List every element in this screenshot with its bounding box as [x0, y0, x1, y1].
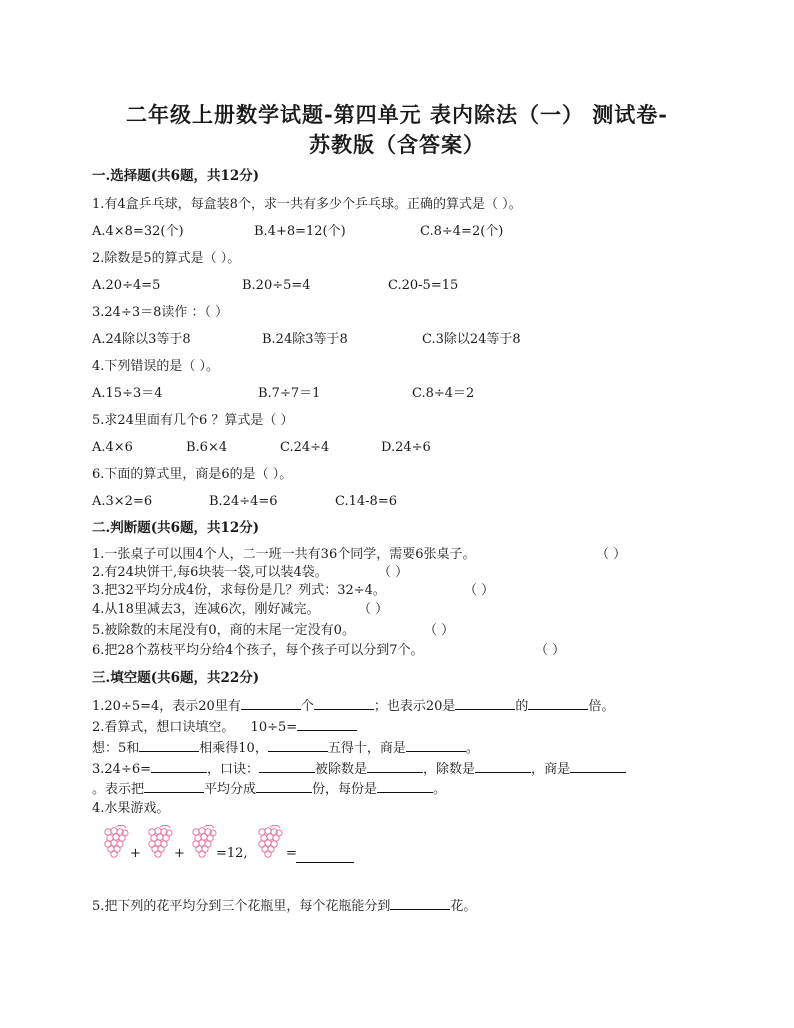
option-a[interactable]: A.4×6 — [92, 440, 133, 455]
option-b[interactable]: B.4+8=12(个) — [254, 224, 346, 239]
choice-q6-stem: 6.下面的算式里，商是6的是（ ）。 — [92, 467, 293, 482]
choice-q4-stem: 4.下列错误的是（ ）。 — [92, 359, 220, 374]
option-b[interactable]: B.7÷7＝1 — [258, 386, 321, 401]
option-b[interactable]: B.20÷5=4 — [242, 278, 311, 293]
option-d[interactable]: D.24÷6 — [381, 440, 431, 455]
option-a[interactable]: A.3×2=6 — [92, 494, 153, 509]
fill-q5 — [92, 897, 476, 915]
plus-sign: + — [130, 846, 141, 861]
fill-q1 — [92, 697, 614, 715]
fill-q1-text: ；也表示20是 — [373, 699, 456, 714]
judge-item-1 — [92, 546, 627, 563]
fill-q4-label: 4.水果游戏。 — [92, 801, 170, 816]
option-b[interactable]: B.6×4 — [186, 440, 228, 455]
answer-blank[interactable] — [475, 760, 531, 773]
option-c[interactable]: C.8÷4=2(个) — [420, 224, 504, 239]
answer-blank[interactable] — [241, 697, 301, 710]
fill-q2-line1 — [92, 718, 357, 736]
answer-blank[interactable] — [259, 760, 315, 773]
section-heading-fill: 三.填空题(共6题，共22分) — [92, 670, 260, 686]
answer-paren[interactable]: （ ） — [424, 623, 455, 638]
fill-q3-line2 — [92, 780, 446, 798]
answer-blank[interactable] — [256, 780, 312, 793]
fill-q3-text: 。表示把 — [92, 782, 145, 797]
fill-q3-text: 平均分成 — [204, 782, 257, 797]
fill-q2-text: 。 — [465, 741, 479, 756]
fill-q3-line1 — [92, 760, 626, 778]
title-line-2: 苏教版（含答案） — [309, 132, 485, 157]
answer-blank[interactable] — [144, 780, 204, 793]
judge-item-text: 5.被除数的末尾没有0，商的末尾一定没有0。 — [92, 623, 355, 638]
choice-q2-stem: 2.除数是5的算式是（ ）。 — [92, 251, 241, 266]
answer-blank[interactable] — [377, 780, 433, 793]
page-title — [60, 100, 734, 160]
fill-q3-text: 3.24÷6= — [92, 762, 152, 777]
plus-sign: + — [174, 846, 185, 861]
fill-q1-text: 个 — [300, 699, 314, 714]
answer-blank[interactable] — [314, 697, 374, 710]
equation-result: =12, — [216, 846, 248, 861]
answer-blank[interactable] — [296, 850, 354, 863]
section-heading-choice: 一.选择题(共6题，共12分) — [92, 168, 260, 184]
answer-paren[interactable]: （ ） — [378, 565, 409, 580]
option-c[interactable]: C.24÷4 — [280, 440, 330, 455]
answer-paren[interactable]: （ ） — [596, 547, 627, 562]
judge-item-text: 1.一张桌子可以围4个人，二一班一共有36个同学，需要6张桌子。 — [92, 547, 476, 562]
option-a[interactable]: A.20÷4=5 — [92, 278, 161, 293]
grape-icon — [190, 824, 218, 858]
fill-q2-text: 相乘得10， — [199, 741, 268, 756]
fill-q3-text: 被除数是 — [315, 762, 368, 777]
answer-blank[interactable] — [297, 718, 357, 731]
option-a[interactable]: A.24除以3等于8 — [92, 332, 191, 347]
option-c[interactable]: C.20-5=15 — [388, 278, 459, 293]
fill-q1-text: 倍。 — [588, 699, 615, 714]
option-b[interactable]: B.24÷4=6 — [209, 494, 278, 509]
fill-q2-equation: 10÷5= — [250, 720, 298, 735]
fill-q2-text: 五得十，商是 — [327, 741, 406, 756]
fill-q1-text: 1.20÷5=4，表示20里有 — [92, 699, 241, 714]
judge-item-text: 6.把28个荔枝平均分给4个孩子，每个孩子可以分到7个。 — [92, 643, 424, 658]
judge-item-text: 2.有24块饼干,每6块装一袋,可以装4袋。 — [92, 565, 328, 580]
judge-item-3 — [92, 582, 495, 599]
choice-q5-stem: 5.求24里面有几个6 ？算式是（ ） — [92, 413, 294, 428]
fill-q3-text: 。 — [433, 782, 447, 797]
answer-blank[interactable] — [390, 897, 450, 910]
fill-q1-text: 的 — [515, 699, 529, 714]
fill-q2-text: 想：5和 — [92, 741, 140, 756]
option-a[interactable]: A.4×8=32(个) — [92, 224, 184, 239]
choice-q1-stem: 1.有4盒乒乓球，每盒装8个，求一共有多少个乒乓球。正确的算式是（ ）。 — [92, 197, 522, 212]
answer-paren[interactable]: （ ） — [358, 602, 389, 617]
title-line-1: 二年级上册数学试题-第四单元 表内除法（一） 测试卷- — [125, 102, 669, 127]
equals-sign: = — [286, 846, 297, 861]
fill-q5-text: 5.把下列的花平均分到三个花瓶里，每个花瓶能分到 — [92, 899, 391, 914]
judge-item-text: 4.从18里减去3，连减6次，刚好减完。 — [92, 602, 320, 617]
option-c[interactable]: C.8÷4＝2 — [412, 386, 475, 401]
judge-item-4 — [92, 601, 389, 618]
answer-blank[interactable] — [455, 697, 515, 710]
fill-q3-text: ，口诀： — [207, 762, 260, 777]
answer-blank[interactable] — [406, 739, 466, 752]
answer-blank[interactable] — [367, 760, 423, 773]
grape-icon — [146, 824, 174, 858]
answer-blank[interactable] — [268, 739, 328, 752]
answer-blank[interactable] — [570, 760, 626, 773]
choice-q3-stem: 3.24÷3＝8读作 ：（ ） — [92, 305, 229, 320]
answer-paren[interactable]: （ ） — [535, 643, 566, 658]
answer-paren[interactable]: （ ） — [464, 583, 495, 598]
judge-item-text: 3.把32平均分成4份，求每份是几？列式：32÷4。 — [92, 583, 386, 598]
option-c[interactable]: C.3除以24等于8 — [422, 332, 521, 347]
answer-blank[interactable] — [151, 760, 207, 773]
section-heading-judge: 二.判断题(共6题，共12分) — [92, 520, 260, 536]
option-c[interactable]: C.14-8=6 — [335, 494, 397, 509]
answer-blank[interactable] — [139, 739, 199, 752]
answer-blank[interactable] — [528, 697, 588, 710]
fill-q3-text: 份，每份是 — [312, 782, 378, 797]
fill-q5-text: 花。 — [450, 899, 477, 914]
judge-item-5 — [92, 622, 455, 639]
grape-icon — [102, 824, 130, 858]
option-b[interactable]: B.24除3等于8 — [262, 332, 348, 347]
fill-q2-text: 2.看算式，想口诀填空。 — [92, 720, 235, 735]
grape-icon — [256, 824, 284, 858]
option-a[interactable]: A.15÷3＝4 — [92, 386, 163, 401]
fill-q3-text: ，除数是 — [423, 762, 476, 777]
fill-q2-line2 — [92, 739, 479, 757]
judge-item-2 — [92, 564, 409, 581]
judge-item-6 — [92, 642, 566, 659]
fruit-game — [92, 818, 392, 868]
fill-q3-text: ，商是 — [531, 762, 571, 777]
